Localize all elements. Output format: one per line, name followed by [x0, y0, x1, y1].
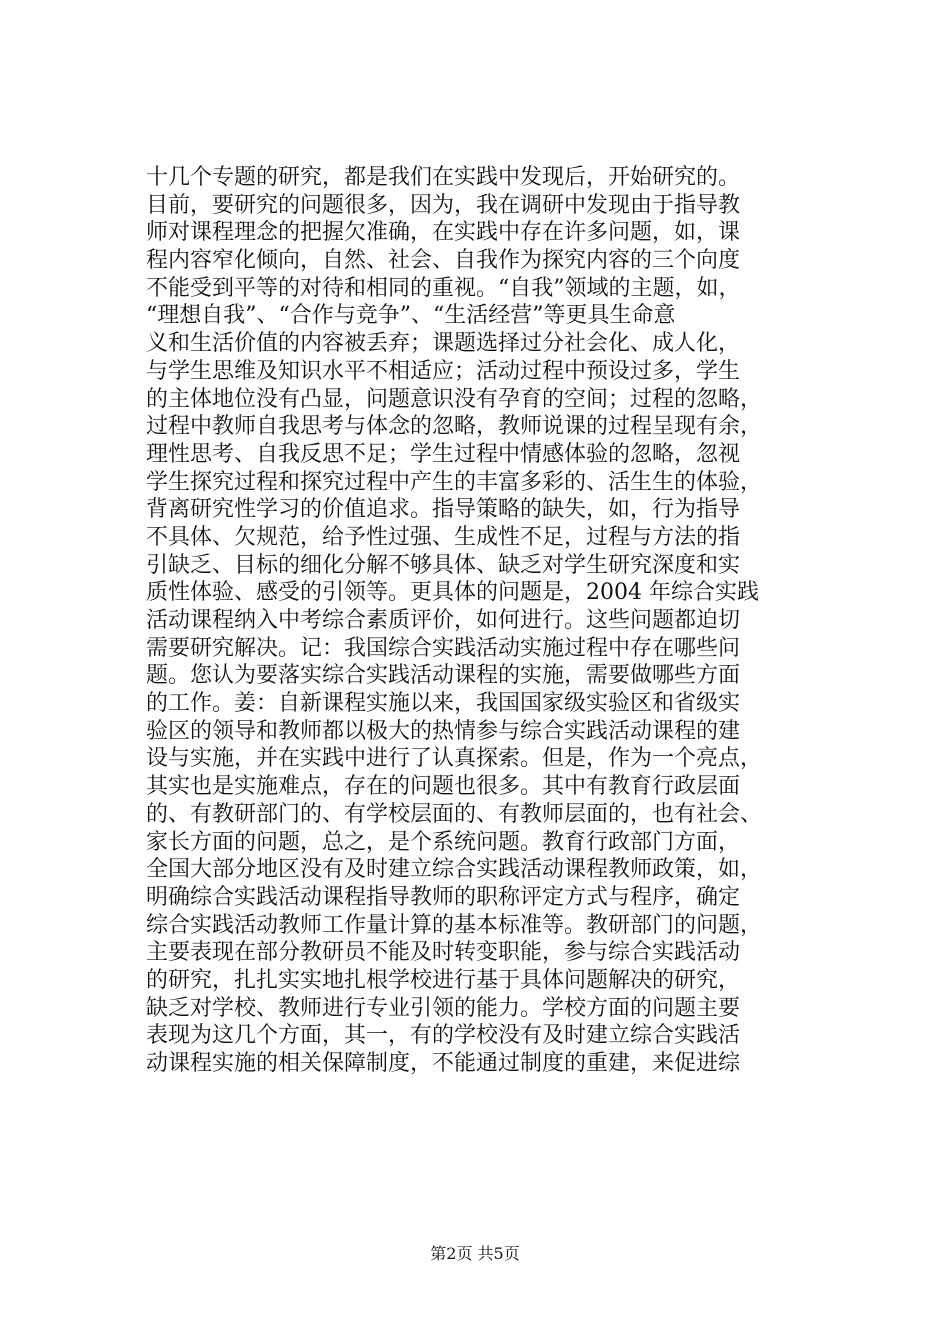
text-line: 学生探究过程和探究过程中产生的丰富多彩的、活生生的体验， [146, 469, 763, 495]
text-line: 题。您认为要落实综合实践活动课程的实施，需要做哪些方面 [146, 663, 741, 689]
page-footer: 第2页 共5页 [430, 1244, 520, 1263]
text-line: 质性体验、感受的引领等。更具体的问题是，2004 年综合实践 [146, 580, 759, 606]
text-line: 背离研究性学习的价值追求。指导策略的缺失，如，行为指导 [146, 497, 741, 523]
text-line: 的工作。姜：自新课程实施以来，我国国家级实验区和省级实 [146, 691, 741, 717]
text-line: 不能受到平等的对待和相同的重视。“自我”领域的主题，如， [146, 275, 741, 301]
text-line: 与学生思维及知识水平不相适应；活动过程中预设过多，学生 [146, 358, 741, 384]
text-line: 全国大部分地区没有及时建立综合实践活动课程教师政策，如， [146, 857, 763, 883]
text-line: 需要研究解决。记：我国综合实践活动实施过程中存在哪些问 [146, 635, 741, 661]
text-line: 的研究，扎扎实实地扎根学校进行基于具体问题解决的研究， [146, 967, 741, 993]
text-line: 师对课程理念的把握欠准确，在实践中存在许多问题，如，课 [146, 220, 741, 246]
text-line: 程内容窄化倾向，自然、社会、自我作为探究内容的三个向度 [146, 248, 741, 274]
text-line: 明确综合实践活动课程指导教师的职称评定方式与程序，确定 [146, 884, 741, 910]
body-paragraph [146, 164, 856, 1078]
text-line: 活动课程纳入中考综合素质评价，如何进行。这些问题都迫切 [146, 608, 741, 633]
text-line: 设与实施，并在实践中进行了认真探索。但是，作为一个亮点， [146, 746, 763, 772]
text-line: 家长方面的问题，总之，是个系统问题。教育行政部门方面， [146, 829, 741, 855]
text-line: 理性思考、自我反思不足；学生过程中情感体验的忽略，忽视 [146, 441, 741, 467]
text-line: 主要表现在部分教研员不能及时转变职能，参与综合实践活动 [146, 940, 741, 966]
text-line: 过程中教师自我思考与体念的忽略，教师说课的过程呈现有余， [146, 414, 763, 440]
text-line: 表现为这几个方面，其一，有的学校没有及时建立综合实践活 [146, 1023, 741, 1049]
text-line: 义和生活价值的内容被丢弃；课题选择过分社会化、成人化， [146, 331, 741, 357]
text-line: 目前，要研究的问题很多，因为，我在调研中发现由于指导教 [146, 192, 741, 218]
text-line: 引缺乏、目标的细化分解不够具体、缺乏对学生研究深度和实 [146, 552, 741, 578]
text-line: 的主体地位没有凸显，问题意识没有孕育的空间；过程的忽略， [146, 386, 763, 412]
text-line: “理想自我”、“合作与竞争”、“生活经营”等更具生命意 [146, 303, 676, 329]
text-line: 综合实践活动教师工作量计算的基本标准等。教研部门的问题， [146, 912, 763, 938]
text-line: 动课程实施的相关保障制度，不能通过制度的重建，来促进综 [146, 1051, 741, 1076]
text-line: 不具体、欠规范，给予性过强、生成性不足，过程与方法的指 [146, 524, 741, 550]
text-line: 十几个专题的研究，都是我们在实践中发现后，开始研究的。 [146, 165, 741, 190]
text-line: 验区的领导和教师都以极大的热情参与综合实践活动课程的建 [146, 718, 741, 744]
text-line: 的、有教研部门的、有学校层面的、有教师层面的，也有社会、 [146, 801, 763, 827]
text-line: 其实也是实施难点，存在的问题也很多。其中有教育行政层面 [146, 774, 741, 800]
text-line: 缺乏对学校、教师进行专业引领的能力。学校方面的问题主要 [146, 995, 741, 1021]
